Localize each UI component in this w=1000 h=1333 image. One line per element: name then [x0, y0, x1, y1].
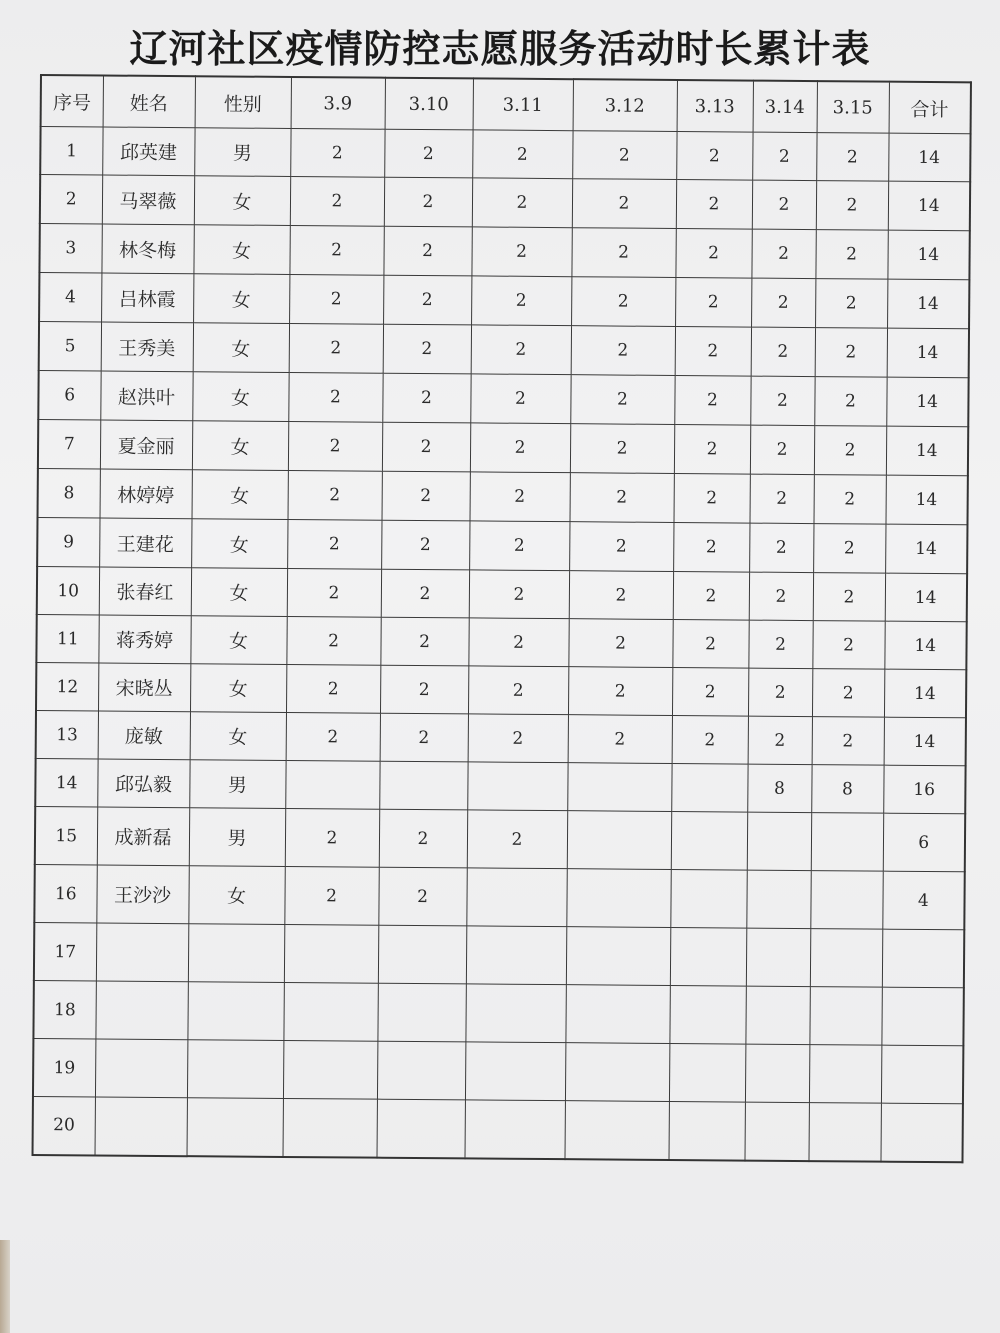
cell-hours [465, 1100, 565, 1159]
col-header-date: 3.15 [817, 81, 889, 133]
cell-name: 庞敏 [98, 711, 190, 760]
cell-hours: 2 [381, 520, 469, 570]
cell-hours: 2 [472, 178, 572, 228]
cell-hours: 2 [815, 279, 887, 329]
table-row [40, 175, 970, 231]
cell-hours [465, 1042, 565, 1101]
cell-index: 15 [35, 806, 97, 864]
cell-total [881, 987, 963, 1046]
cell-name: 吕林霞 [101, 273, 193, 323]
cell-name: 邱英建 [102, 127, 194, 176]
cell-gender: 女 [193, 274, 289, 324]
cell-index: 17 [34, 922, 96, 980]
cell-hours: 2 [812, 717, 884, 766]
cell-name: 成新磊 [97, 807, 189, 866]
cell-gender: 女 [192, 421, 288, 471]
cell-hours: 2 [470, 472, 570, 522]
cell-index: 7 [38, 419, 100, 468]
cell-name: 王沙沙 [96, 865, 188, 924]
col-header-index: 序号 [41, 75, 103, 127]
cell-name: 邱弘毅 [97, 759, 189, 808]
cell-hours: 2 [814, 377, 886, 427]
cell-hours: 2 [290, 176, 384, 226]
cell-hours: 2 [813, 475, 885, 525]
cell-hours: 2 [672, 715, 748, 764]
cell-name: 夏金丽 [100, 420, 192, 470]
cell-hours [565, 985, 669, 1044]
cell-hours: 2 [470, 374, 570, 424]
table-row [38, 468, 968, 524]
cell-index: 20 [33, 1096, 95, 1154]
cell-hours [379, 761, 467, 810]
cell-hours [809, 1045, 881, 1104]
cell-hours: 2 [673, 473, 749, 523]
cell-hours [811, 813, 883, 872]
cell-hours: 2 [382, 373, 470, 423]
cell-gender: 男 [189, 760, 285, 809]
cell-hours: 2 [752, 132, 816, 181]
cell-hours: 2 [289, 323, 383, 373]
cell-hours: 2 [285, 808, 379, 867]
cell-name: 林婷婷 [100, 469, 192, 519]
cell-name: 马翠薇 [102, 175, 194, 225]
cell-hours [467, 762, 567, 811]
cell-hours: 2 [378, 867, 466, 926]
cell-hours: 2 [571, 228, 675, 278]
cell-hours: 2 [570, 375, 674, 425]
cell-total: 14 [888, 181, 970, 231]
cell-hours [566, 869, 670, 928]
cell-name: 王建花 [99, 518, 191, 568]
cell-hours: 2 [815, 230, 887, 280]
cell-hours: 2 [570, 473, 674, 523]
table-row [36, 662, 966, 717]
cell-total: 14 [884, 621, 966, 670]
desk-edge [0, 1240, 10, 1333]
header-row [41, 75, 971, 134]
cell-gender: 女 [193, 225, 289, 275]
table-row [38, 370, 968, 426]
cell-hours [671, 763, 747, 812]
cell-name: 王秀美 [101, 322, 193, 372]
cell-hours [466, 868, 566, 927]
cell-hours [283, 1040, 377, 1099]
cell-hours [377, 983, 465, 1042]
cell-name: 赵洪叶 [100, 371, 192, 421]
cell-hours: 2 [384, 129, 472, 178]
cell-hours: 2 [674, 375, 750, 425]
cell-gender: 女 [190, 616, 286, 665]
cell-hours: 2 [286, 712, 380, 761]
cell-index: 3 [39, 224, 101, 273]
cell-hours: 2 [750, 376, 814, 426]
col-header-date: 3.10 [385, 78, 473, 130]
table-row [36, 710, 966, 765]
cell-hours [564, 1101, 668, 1160]
cell-gender [187, 1098, 283, 1157]
cell-gender: 女 [190, 712, 286, 761]
cell-hours: 2 [287, 568, 381, 617]
table-row [33, 1096, 963, 1161]
cell-name [95, 1097, 187, 1156]
cell-hours: 2 [675, 326, 751, 376]
col-header-date: 3.12 [573, 79, 677, 131]
col-header-name: 姓名 [103, 75, 195, 127]
cell-hours: 2 [380, 713, 468, 762]
cell-hours [669, 985, 745, 1044]
cell-hours: 2 [748, 716, 812, 765]
cell-gender: 男 [189, 808, 285, 867]
cell-hours: 2 [469, 521, 569, 571]
volunteer-hours-table [32, 74, 972, 1163]
cell-hours: 2 [289, 225, 383, 275]
cell-hours: 2 [572, 179, 676, 229]
cell-total: 14 [887, 279, 969, 329]
table-row [34, 922, 964, 987]
cell-hours [378, 925, 466, 984]
col-header-total: 合计 [889, 82, 971, 134]
cell-index: 5 [39, 322, 101, 371]
cell-hours: 2 [381, 569, 469, 618]
cell-hours: 2 [468, 618, 568, 667]
table-row [35, 758, 965, 813]
cell-hours [808, 1103, 880, 1162]
cell-hours [670, 869, 746, 928]
cell-hours: 2 [676, 132, 752, 181]
cell-index: 8 [38, 468, 100, 517]
col-header-date: 3.9 [291, 77, 385, 129]
cell-hours: 2 [468, 714, 568, 763]
table-row [36, 614, 966, 669]
cell-hours [810, 929, 882, 988]
col-header-gender: 性别 [195, 76, 291, 128]
cell-hours [746, 870, 810, 929]
cell-name: 林冬梅 [101, 224, 193, 274]
table-row [37, 566, 967, 621]
cell-hours: 2 [472, 130, 572, 179]
col-header-date: 3.11 [473, 78, 573, 130]
cell-hours: 2 [289, 274, 383, 324]
cell-hours: 2 [675, 228, 751, 278]
cell-hours [565, 1043, 669, 1102]
cell-hours: 2 [284, 866, 378, 925]
table-row [39, 322, 969, 378]
col-header-date: 3.13 [677, 80, 753, 132]
cell-index: 1 [40, 127, 102, 175]
cell-hours: 2 [471, 325, 571, 375]
cell-gender: 男 [194, 128, 290, 177]
cell-hours: 2 [749, 474, 813, 524]
cell-total: 14 [886, 426, 968, 476]
cell-name: 张春红 [99, 567, 191, 616]
table-row [34, 864, 964, 929]
cell-hours [668, 1101, 744, 1160]
cell-hours [284, 924, 378, 983]
cell-hours [746, 928, 810, 987]
cell-hours [669, 1043, 745, 1102]
table-row [37, 517, 967, 573]
cell-hours: 2 [290, 128, 384, 177]
cell-hours: 2 [672, 619, 748, 668]
cell-hours: 2 [749, 523, 813, 573]
cell-hours: 2 [814, 426, 886, 476]
cell-hours: 2 [673, 522, 749, 572]
cell-total: 14 [886, 377, 968, 427]
cell-hours: 2 [751, 278, 815, 328]
cell-hours: 2 [751, 229, 815, 279]
cell-hours: 2 [751, 327, 815, 377]
cell-hours: 2 [288, 470, 382, 520]
cell-total [880, 1103, 962, 1162]
cell-hours: 2 [380, 665, 468, 714]
cell-hours: 2 [813, 524, 885, 574]
cell-gender: 女 [192, 372, 288, 422]
cell-hours: 2 [384, 177, 472, 227]
cell-total: 14 [887, 230, 969, 280]
cell-hours [377, 1041, 465, 1100]
cell-hours: 2 [383, 226, 471, 276]
cell-hours: 2 [676, 179, 752, 229]
cell-hours: 2 [571, 326, 675, 376]
cell-index: 2 [40, 175, 102, 224]
cell-hours: 2 [816, 181, 888, 231]
cell-hours: 2 [471, 276, 571, 326]
cell-hours: 2 [379, 809, 467, 868]
table-row [33, 980, 963, 1045]
cell-hours: 2 [468, 666, 568, 715]
cell-hours: 2 [569, 522, 673, 572]
cell-total [882, 929, 964, 988]
cell-hours: 8 [811, 765, 883, 814]
cell-total: 14 [885, 573, 967, 622]
cell-name [95, 981, 187, 1040]
cell-index: 10 [37, 566, 99, 614]
cell-index: 18 [33, 980, 95, 1038]
cell-hours [285, 760, 379, 809]
cell-hours: 8 [747, 764, 811, 813]
cell-hours: 2 [813, 573, 885, 622]
cell-hours: 2 [748, 668, 812, 717]
cell-hours: 2 [752, 180, 816, 230]
cell-total: 4 [882, 871, 964, 930]
cell-hours: 2 [288, 421, 382, 471]
cell-gender [187, 1040, 283, 1099]
cell-hours [283, 982, 377, 1041]
table-row [33, 1038, 963, 1103]
cell-index: 19 [33, 1038, 95, 1096]
cell-gender: 女 [192, 470, 288, 520]
cell-total: 14 [887, 328, 969, 378]
table-row [39, 224, 969, 280]
cell-hours [747, 812, 811, 871]
cell-hours: 2 [287, 519, 381, 569]
cell-hours: 2 [470, 423, 570, 473]
cell-index: 13 [36, 710, 98, 758]
cell-hours: 2 [673, 571, 749, 620]
cell-total: 14 [884, 717, 966, 766]
table-body [33, 127, 971, 1162]
cell-hours: 2 [286, 664, 380, 713]
cell-hours: 2 [675, 277, 751, 327]
cell-hours [745, 986, 809, 1045]
cell-gender: 女 [191, 568, 287, 617]
cell-hours [283, 1098, 377, 1157]
cell-hours: 2 [674, 424, 750, 474]
cell-name: 宋晓丛 [98, 663, 190, 712]
cell-hours [377, 1099, 465, 1158]
cell-total: 14 [884, 669, 966, 718]
cell-index: 16 [34, 864, 96, 922]
cell-index: 9 [37, 517, 99, 566]
cell-hours [567, 811, 671, 870]
cell-hours: 2 [571, 277, 675, 327]
cell-hours [810, 871, 882, 930]
cell-hours: 2 [383, 324, 471, 374]
cell-hours [745, 1044, 809, 1103]
cell-index: 6 [38, 370, 100, 419]
cell-hours: 2 [812, 669, 884, 718]
cell-name [96, 923, 188, 982]
cell-index: 4 [39, 273, 101, 322]
col-header-date: 3.14 [753, 81, 817, 133]
cell-hours: 2 [380, 617, 468, 666]
cell-hours: 2 [569, 571, 673, 620]
cell-hours: 2 [383, 275, 471, 325]
cell-hours [670, 927, 746, 986]
cell-hours: 2 [467, 810, 567, 869]
cell-hours: 2 [748, 620, 812, 669]
cell-hours: 2 [471, 227, 571, 277]
cell-gender: 女 [188, 866, 284, 925]
cell-hours: 2 [469, 570, 569, 619]
table-row [40, 127, 970, 182]
cell-hours [671, 811, 747, 870]
cell-gender: 女 [194, 176, 290, 226]
page-title: 辽河社区疫情防控志愿服务活动时长累计表 [129, 27, 871, 71]
cell-hours [567, 763, 671, 812]
table-row [39, 273, 969, 329]
cell-hours: 2 [288, 372, 382, 422]
cell-hours: 2 [286, 616, 380, 665]
cell-hours: 2 [382, 422, 470, 472]
cell-hours [465, 984, 565, 1043]
cell-hours [466, 926, 566, 985]
cell-gender [188, 924, 284, 983]
cell-hours: 2 [672, 667, 748, 716]
cell-hours: 2 [750, 425, 814, 475]
cell-hours: 2 [382, 471, 470, 521]
cell-index: 12 [36, 662, 98, 710]
table-row [35, 806, 965, 871]
cell-total: 14 [885, 524, 967, 574]
cell-total [881, 1045, 963, 1104]
cell-total: 14 [885, 475, 967, 525]
cell-name: 蒋秀婷 [98, 615, 190, 664]
cell-hours: 2 [568, 619, 672, 668]
cell-hours: 2 [570, 424, 674, 474]
cell-hours [566, 927, 670, 986]
cell-gender: 女 [190, 664, 286, 713]
cell-hours: 2 [815, 328, 887, 378]
cell-gender [187, 982, 283, 1041]
cell-index: 14 [35, 758, 97, 806]
cell-hours: 2 [816, 133, 888, 182]
cell-name [95, 1039, 187, 1098]
cell-hours: 2 [572, 131, 676, 180]
cell-gender: 女 [191, 519, 287, 569]
cell-hours [809, 987, 881, 1046]
cell-hours: 2 [568, 667, 672, 716]
cell-hours: 2 [812, 621, 884, 670]
cell-index: 11 [36, 614, 98, 662]
cell-hours: 2 [568, 715, 672, 764]
cell-total: 14 [888, 133, 970, 182]
cell-hours [744, 1102, 808, 1161]
table-sheet [32, 74, 970, 1163]
cell-gender: 女 [193, 323, 289, 373]
cell-total: 16 [883, 765, 965, 814]
cell-hours: 2 [749, 572, 813, 621]
table-row [38, 419, 968, 475]
cell-total: 6 [883, 813, 965, 872]
